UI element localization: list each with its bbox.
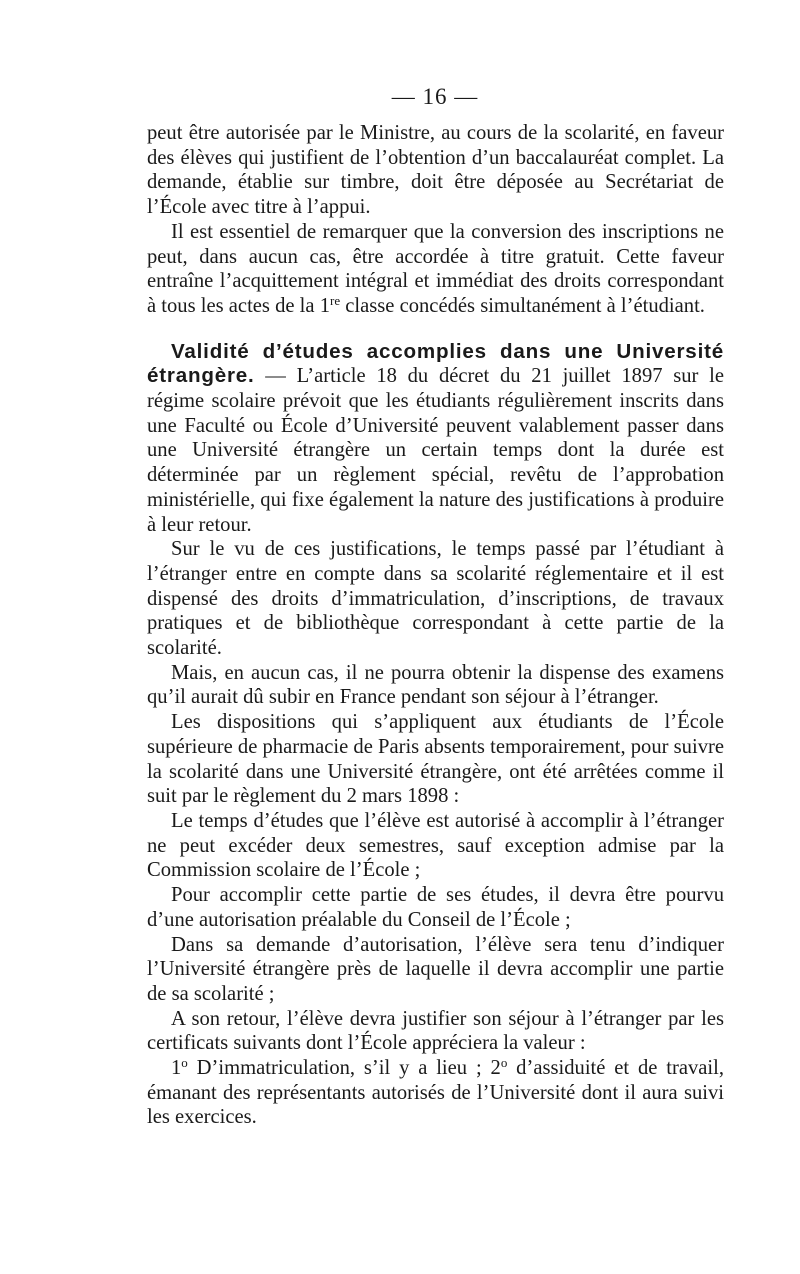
section-foreign-university	[147, 340, 724, 1131]
body-text	[147, 121, 724, 1130]
paragraph: Le temps d’études que l’élève est autorisé à accomplir à l’étranger ne peut excéder deux semestres, sauf exception admise par la Commission scolaire de l’École ;	[147, 809, 724, 882]
page-number: — 16 —	[391, 84, 479, 109]
certificate-text-1: D’immatriculation, s’il y a lieu ;	[187, 1057, 491, 1080]
item-number-1: 1	[171, 1057, 182, 1080]
paragraph-continued: peut être autorisée par le Ministre, au cours de la scolarité, en faveur des élèves qui justifient de l’obtention d’un baccalauréat complet. La demande, établie sur timbre, doit être déposée au Secrétariat de l’École avec titre à l’appui.	[147, 122, 724, 219]
paragraph: Sur le vu de ces justifications, le temps passé par l’étudiant à l’étranger entre en compte dans sa scolarité réglementaire et il est dispensé des droits d’immatriculation, d’inscriptions, de travaux pratiques et de bibliothèque correspondant à cette partie de la scolarité.	[147, 538, 724, 660]
paragraph-conversion	[147, 220, 724, 319]
section-heading: Validité d’études accomplies dans une Université étrangère.	[147, 339, 724, 388]
paragraph: Pour accomplir cette partie de ses études, il devra être pourvu d’une autorisation préalable du Conseil de l’École ;	[147, 884, 724, 931]
paragraph: A son retour, l’élève devra justifier son séjour à l’étranger par les certificats suivants dont l’École appréciera la valeur :	[147, 1007, 724, 1055]
certificate-text-2: d’assiduité et de travail, émanant des représentants autorisés de l’Université dont il aura suivi les exercices.	[147, 1057, 725, 1129]
item-number-2: 2	[490, 1057, 501, 1080]
section-lead-text: — L’article 18 du décret du 21 juillet 1897 sur le régime scolaire prévoit que les étudiants régulièrement inscrits dans une Faculté ou École d’Université peuvent valablement passer dans une Université étrangère un certain temps dont la durée est déterminée par un règlement spécial, revêtu de l’approbation ministérielle, qui fixe également la nature des justifications à produire à leur retour.	[147, 365, 724, 536]
paragraph: Dans sa demande d’autorisation, l’élève sera tenu d’indiquer l’Université étrangère près de laquelle il devra accomplir une partie de sa scolarité ;	[147, 933, 724, 1005]
paragraph: Mais, en aucun cas, il ne pourra obtenir la dispense des examens qu’il aurait dû subir en France pendant son séjour à l’étranger.	[147, 661, 724, 709]
ordinal-superscript: o	[500, 1055, 508, 1071]
paragraph: Les dispositions qui s’appliquent aux étudiants de l’École supérieure de pharmacie de Paris absents temporairement, pour suivre la scolarité dans une Université étrangère, ont été arrêtées comme il suit par le règlement du 2 mars 1898 :	[147, 711, 724, 808]
conversion-text-b: classe concédés simultanément à l’étudiant.	[340, 294, 705, 317]
section-lead-paragraph	[147, 340, 724, 538]
paragraph-certificates	[147, 1056, 724, 1130]
conversion-text-a: Il est essentiel de remarquer que la conversion des inscriptions ne peut, dans aucun cas, être accordée à titre gratuit. Cette faveur entraîne l’acquittement intégral et immédiat des droits correspondant à tous les actes de la 1	[147, 220, 724, 317]
ordinal-superscript: o	[181, 1055, 188, 1071]
ordinal-superscript: re	[330, 292, 341, 308]
